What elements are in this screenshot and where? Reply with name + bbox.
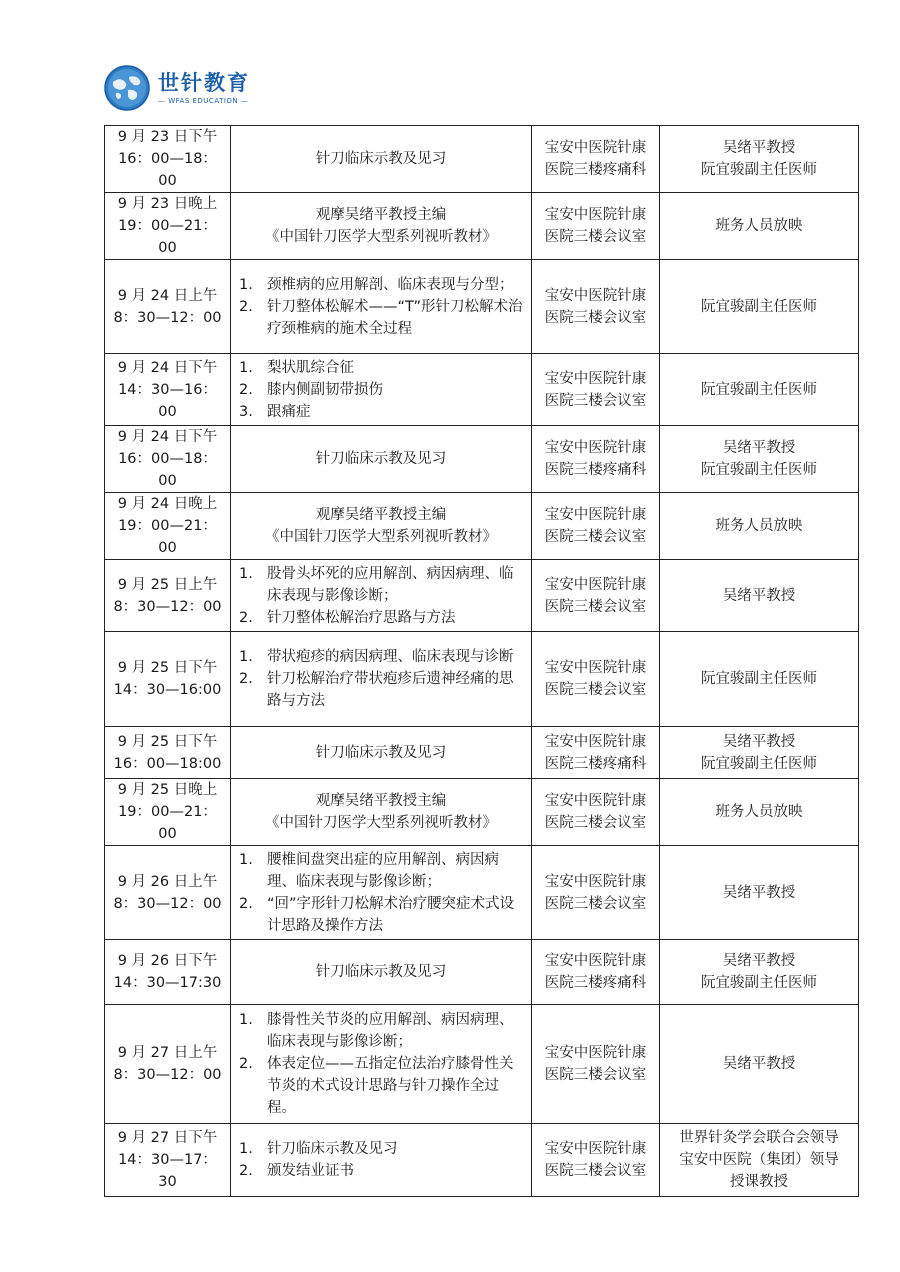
instructor-line: 阮宜骏副主任医师 bbox=[701, 162, 817, 178]
content-cell bbox=[231, 940, 532, 1005]
item-number: 1. bbox=[239, 359, 253, 376]
time-cell bbox=[105, 1005, 231, 1124]
session-date: 9 月 26 日下午 bbox=[117, 953, 218, 969]
location-line: 宝安中医院针康 bbox=[544, 1045, 647, 1061]
content-item bbox=[235, 274, 527, 296]
location-line: 宝安中医院针康 bbox=[544, 207, 647, 223]
table-row bbox=[105, 1005, 859, 1124]
location-cell bbox=[532, 727, 660, 779]
location-line: 宝安中医院针康 bbox=[544, 370, 647, 387]
location-line: 宝安中医院针康 bbox=[544, 440, 647, 456]
time-cell bbox=[105, 560, 231, 632]
instructor-line: 班务人员放映 bbox=[715, 518, 803, 534]
session-time: 19：00—21：00 bbox=[118, 804, 217, 842]
table-row bbox=[105, 727, 859, 779]
instructor-cell bbox=[660, 1124, 859, 1197]
location-line: 医院三楼疼痛科 bbox=[544, 755, 647, 772]
location-cell bbox=[532, 354, 660, 426]
location-cell bbox=[532, 1124, 660, 1197]
instructor-cell bbox=[660, 260, 859, 354]
time-cell bbox=[105, 940, 231, 1005]
session-time: 14：30—17:30 bbox=[113, 975, 222, 991]
instructor-cell bbox=[660, 1005, 859, 1124]
content-line: 针刀临床示教及见习 bbox=[315, 151, 447, 167]
content-line: 《中国针刀医学大型系列视听教材》 bbox=[265, 529, 497, 545]
content-cell bbox=[231, 193, 532, 260]
time-cell bbox=[105, 493, 231, 560]
location-line: 医院三楼疼痛科 bbox=[544, 162, 647, 178]
content-line: 观摩吴绪平教授主编 bbox=[315, 793, 447, 809]
time-cell bbox=[105, 779, 231, 846]
location-line: 宝安中医院针康 bbox=[544, 1141, 647, 1157]
location-line: 宝安中医院针康 bbox=[544, 287, 647, 304]
session-time: 8：30—12：00 bbox=[113, 598, 222, 615]
content-item bbox=[235, 401, 527, 423]
session-time: 14：30—17：30 bbox=[118, 1152, 217, 1190]
item-text: “回”字形针刀松解术治疗腰突症术式设计思路及操作方法 bbox=[267, 895, 515, 934]
content-cell bbox=[231, 1124, 532, 1197]
item-number: 1. bbox=[239, 565, 253, 582]
instructor-cell bbox=[660, 632, 859, 727]
item-number: 2. bbox=[239, 671, 253, 687]
content-cell bbox=[231, 354, 532, 426]
instructor-line: 吴绪平教授 bbox=[722, 440, 796, 456]
item-text: 针刀整体松解术——“T”形针刀松解术治疗颈椎病的施术全过程 bbox=[267, 298, 523, 337]
table-row bbox=[105, 632, 859, 727]
location-line: 医院三楼会议室 bbox=[544, 309, 647, 326]
content-line: 针刀临床示教及见习 bbox=[315, 451, 447, 467]
location-line: 宝安中医院针康 bbox=[544, 793, 647, 809]
instructor-line: 阮宜骏副主任医师 bbox=[701, 975, 817, 991]
item-number: 1. bbox=[239, 1012, 253, 1028]
instructor-cell bbox=[660, 126, 859, 193]
content-item bbox=[235, 893, 527, 937]
instructor-line: 吴绪平教授 bbox=[722, 733, 796, 750]
table-row bbox=[105, 126, 859, 193]
instructor-cell bbox=[660, 493, 859, 560]
instructor-cell bbox=[660, 779, 859, 846]
item-number: 1. bbox=[239, 276, 253, 293]
session-date: 9 月 25 日上午 bbox=[117, 576, 218, 593]
content-line: 针刀临床示教及见习 bbox=[315, 964, 447, 980]
globe-icon bbox=[104, 65, 150, 111]
content-cell bbox=[231, 779, 532, 846]
location-cell bbox=[532, 846, 660, 940]
content-cell bbox=[231, 426, 532, 493]
time-cell bbox=[105, 354, 231, 426]
instructor-line: 班务人员放映 bbox=[715, 218, 803, 234]
session-time: 8：30—12：00 bbox=[113, 895, 222, 912]
item-number: 2. bbox=[239, 1056, 253, 1072]
content-item bbox=[235, 1138, 527, 1160]
item-number: 1. bbox=[239, 1141, 253, 1157]
item-text: 颈椎病的应用解剖、临床表现与分型； bbox=[267, 276, 514, 293]
session-date: 9 月 23 日晚上 bbox=[117, 196, 218, 212]
location-cell bbox=[532, 126, 660, 193]
instructor-line: 阮宜骏副主任医师 bbox=[701, 755, 817, 772]
item-text: 腰椎间盘突出症的应用解剖、病因病理、临床表现与影像诊断； bbox=[267, 851, 499, 890]
time-cell bbox=[105, 632, 231, 727]
instructor-line: 阮宜骏副主任医师 bbox=[701, 381, 817, 398]
location-cell bbox=[532, 260, 660, 354]
time-cell bbox=[105, 260, 231, 354]
table-row bbox=[105, 846, 859, 940]
content-item bbox=[235, 296, 527, 340]
logo-title: 世针教育 bbox=[158, 71, 250, 95]
content-cell bbox=[231, 493, 532, 560]
content-item bbox=[235, 668, 527, 712]
instructor-cell bbox=[660, 846, 859, 940]
content-cell bbox=[231, 126, 532, 193]
time-cell bbox=[105, 426, 231, 493]
location-cell bbox=[532, 940, 660, 1005]
time-cell bbox=[105, 727, 231, 779]
table-row bbox=[105, 1124, 859, 1197]
location-line: 医院三楼会议室 bbox=[544, 229, 647, 245]
session-date: 9 月 24 日下午 bbox=[117, 429, 218, 445]
instructor-line: 班务人员放映 bbox=[715, 804, 803, 820]
instructor-cell bbox=[660, 193, 859, 260]
location-line: 宝安中医院针康 bbox=[544, 140, 647, 156]
session-time: 19：00—21：00 bbox=[118, 218, 217, 256]
content-line: 《中国针刀医学大型系列视听教材》 bbox=[265, 815, 497, 831]
location-cell bbox=[532, 560, 660, 632]
item-text: 跟痛症 bbox=[267, 403, 311, 420]
item-number: 2. bbox=[239, 895, 253, 912]
instructor-cell bbox=[660, 560, 859, 632]
location-line: 医院三楼疼痛科 bbox=[544, 462, 647, 478]
item-text: 股骨头坏死的应用解剖、病因病理、临床表现与影像诊断； bbox=[267, 565, 514, 604]
content-cell bbox=[231, 632, 532, 727]
location-line: 医院三楼会议室 bbox=[544, 895, 647, 912]
table-row bbox=[105, 193, 859, 260]
content-item bbox=[235, 646, 527, 668]
item-number: 1. bbox=[239, 851, 253, 868]
item-number: 2. bbox=[239, 1163, 253, 1179]
time-cell bbox=[105, 1124, 231, 1197]
session-time: 19：00—21：00 bbox=[118, 518, 217, 556]
location-line: 宝安中医院针康 bbox=[544, 576, 647, 593]
session-time: 14：30—16:00 bbox=[113, 682, 222, 698]
content-item bbox=[235, 357, 527, 379]
session-time: 14：30—16：00 bbox=[118, 381, 217, 420]
session-time: 8：30—12：00 bbox=[113, 309, 222, 326]
instructor-line: 宝安中医院（集团）领导 bbox=[679, 1152, 839, 1168]
location-line: 宝安中医院针康 bbox=[544, 873, 647, 890]
instructor-cell bbox=[660, 354, 859, 426]
content-item bbox=[235, 379, 527, 401]
location-line: 医院三楼会议室 bbox=[544, 815, 647, 831]
table-row bbox=[105, 940, 859, 1005]
location-line: 医院三楼会议室 bbox=[544, 1163, 647, 1179]
instructor-line: 吴绪平教授 bbox=[722, 140, 796, 156]
instructor-line: 吴绪平教授 bbox=[722, 884, 796, 901]
location-cell bbox=[532, 493, 660, 560]
session-date: 9 月 23 日下午 bbox=[117, 129, 218, 145]
table-row bbox=[105, 260, 859, 354]
instructor-line: 授课教授 bbox=[730, 1174, 788, 1190]
location-line: 医院三楼会议室 bbox=[544, 529, 647, 545]
location-line: 医院三楼会议室 bbox=[544, 392, 647, 409]
table-row bbox=[105, 560, 859, 632]
instructor-cell bbox=[660, 426, 859, 493]
instructor-line: 阮宜骏副主任医师 bbox=[701, 298, 817, 315]
session-time: 16：00—18：00 bbox=[118, 151, 217, 189]
item-text: 膝内侧副韧带损伤 bbox=[267, 381, 383, 398]
content-cell bbox=[231, 846, 532, 940]
instructor-line: 吴绪平教授 bbox=[722, 953, 796, 969]
instructor-line: 世界针灸学会联合会领导 bbox=[679, 1130, 839, 1146]
time-cell bbox=[105, 193, 231, 260]
location-line: 宝安中医院针康 bbox=[544, 660, 647, 676]
location-line: 医院三楼会议室 bbox=[544, 1067, 647, 1083]
table-row bbox=[105, 426, 859, 493]
session-time: 16：00—18：00 bbox=[118, 451, 217, 489]
content-line: 观摩吴绪平教授主编 bbox=[315, 507, 447, 523]
location-line: 医院三楼会议室 bbox=[544, 682, 647, 698]
table-row bbox=[105, 493, 859, 560]
content-item bbox=[235, 1053, 527, 1119]
item-text: 颁发结业证书 bbox=[267, 1163, 354, 1179]
location-line: 医院三楼会议室 bbox=[544, 598, 647, 615]
session-date: 9 月 25 日晚上 bbox=[117, 782, 218, 798]
item-number: 3. bbox=[239, 403, 253, 420]
content-item bbox=[235, 607, 527, 629]
location-line: 宝安中医院针康 bbox=[544, 733, 647, 750]
instructor-line: 阮宜骏副主任医师 bbox=[701, 462, 817, 478]
content-item bbox=[235, 1160, 527, 1182]
item-number: 2. bbox=[239, 609, 253, 626]
content-item bbox=[235, 1009, 527, 1053]
item-text: 梨状肌综合征 bbox=[267, 359, 354, 376]
location-cell bbox=[532, 632, 660, 727]
session-time: 16：00—18:00 bbox=[113, 755, 222, 772]
item-number: 2. bbox=[239, 298, 253, 315]
instructor-cell bbox=[660, 727, 859, 779]
content-cell bbox=[231, 560, 532, 632]
table-row bbox=[105, 354, 859, 426]
content-line: 针刀临床示教及见习 bbox=[315, 744, 447, 761]
session-date: 9 月 24 日下午 bbox=[117, 359, 218, 376]
item-text: 膝骨性关节炎的应用解剖、病因病理、临床表现与影像诊断； bbox=[267, 1012, 514, 1050]
session-date: 9 月 24 日晚上 bbox=[117, 496, 218, 512]
schedule-table bbox=[104, 125, 859, 1197]
session-date: 9 月 25 日下午 bbox=[117, 660, 218, 676]
location-line: 医院三楼疼痛科 bbox=[544, 975, 647, 991]
content-cell bbox=[231, 260, 532, 354]
location-cell bbox=[532, 779, 660, 846]
content-line: 观摩吴绪平教授主编 bbox=[315, 207, 447, 223]
content-item bbox=[235, 563, 527, 607]
instructor-line: 阮宜骏副主任医师 bbox=[701, 671, 817, 687]
table-row bbox=[105, 779, 859, 846]
content-cell bbox=[231, 727, 532, 779]
location-line: 宝安中医院针康 bbox=[544, 507, 647, 523]
item-number: 1. bbox=[239, 649, 253, 665]
logo bbox=[104, 62, 250, 114]
time-cell bbox=[105, 846, 231, 940]
location-cell bbox=[532, 1005, 660, 1124]
location-line: 宝安中医院针康 bbox=[544, 953, 647, 969]
content-cell bbox=[231, 1005, 532, 1124]
item-number: 2. bbox=[239, 381, 253, 398]
location-cell bbox=[532, 193, 660, 260]
content-line: 《中国针刀医学大型系列视听教材》 bbox=[265, 229, 497, 245]
item-text: 针刀松解治疗带状疱疹后遗神经痛的思路与方法 bbox=[267, 671, 514, 709]
item-text: 带状疱疹的病因病理、临床表现与诊断 bbox=[267, 649, 514, 665]
content-item bbox=[235, 849, 527, 893]
session-date: 9 月 27 日下午 bbox=[117, 1130, 218, 1146]
instructor-line: 吴绪平教授 bbox=[722, 1056, 796, 1072]
item-text: 针刀整体松解治疗思路与方法 bbox=[267, 609, 456, 626]
time-cell bbox=[105, 126, 231, 193]
session-time: 8：30—12：00 bbox=[113, 1067, 222, 1083]
item-text: 体表定位——五指定位法治疗膝骨性关节炎的术式设计思路与针刀操作全过程。 bbox=[267, 1056, 514, 1116]
instructor-cell bbox=[660, 940, 859, 1005]
logo-subtitle: — WFAS EDUCATION — bbox=[158, 97, 249, 105]
instructor-line: 吴绪平教授 bbox=[722, 587, 796, 604]
session-date: 9 月 25 日下午 bbox=[117, 733, 218, 750]
session-date: 9 月 26 日上午 bbox=[117, 873, 218, 890]
session-date: 9 月 24 日上午 bbox=[117, 287, 218, 304]
item-text: 针刀临床示教及见习 bbox=[267, 1141, 398, 1157]
location-cell bbox=[532, 426, 660, 493]
session-date: 9 月 27 日上午 bbox=[117, 1045, 218, 1061]
